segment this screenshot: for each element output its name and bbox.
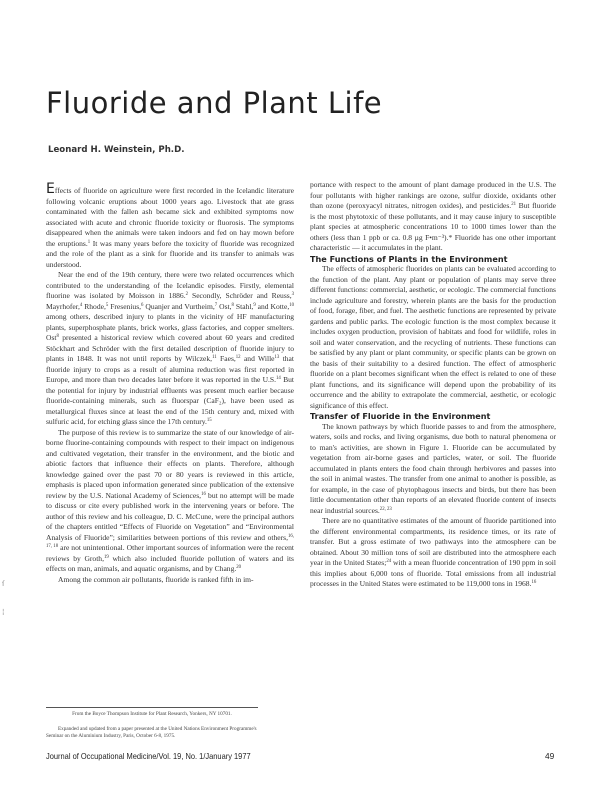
- reference-superscript: 8: [56, 334, 59, 339]
- paragraph-text: Ost,: [217, 301, 232, 311]
- reference-superscript: 16: [531, 580, 537, 585]
- paragraph: [310, 516, 556, 590]
- reference-superscript: 4: [79, 302, 83, 308]
- reference-superscript: 8: [231, 302, 234, 308]
- paragraph-text: among others, described injury to plants in the vicinity of HF manufacturing plants, superphosphate plants, brick works, glass factories, and copper smelters. Ost: [46, 312, 294, 342]
- article-title: Fluoride and Plant Life: [46, 86, 383, 120]
- margin-mark: ſ: [2, 580, 5, 588]
- reference-superscript: 16, 17, 18: [46, 533, 294, 549]
- paragraph-text: Fresenius,: [108, 301, 142, 311]
- reference-superscript: 2: [185, 292, 188, 297]
- paragraph-text: and Kotte,: [255, 301, 290, 311]
- reference-superscript: 11: [212, 355, 217, 360]
- reference-superscript: 10: [289, 302, 295, 308]
- reference-superscript: 7: [214, 302, 218, 308]
- footnote-origin: Expanded and updated from a paper presented at the United Nations Environment Programme's Seminar on the Aluminium Industry, Paris, October 6-8, 1975.: [46, 726, 257, 739]
- paragraph-text: are not unintentional. Other important sources of information were the recent reviews by Groth,: [46, 543, 294, 563]
- reference-superscript: 14: [276, 376, 281, 381]
- article-author: Leonard H. Weinstein, Ph.D.: [48, 145, 185, 155]
- reference-superscript: 12: [235, 355, 241, 360]
- paragraph-text: Stahl,: [233, 301, 254, 311]
- reference-superscript: 9: [253, 302, 256, 308]
- paragraph-text: with a mean fluoride concentration of 190 ppm in soil this implies about 6,000 tons of fluoride. Total emissions from all industrial processes in the United States were estimated to be 119,000 tons in 1968.: [310, 558, 556, 588]
- reference-superscript: 13: [274, 355, 280, 360]
- paragraph-text: Mayrhofer,: [46, 301, 80, 311]
- reference-superscript: 15: [206, 418, 212, 423]
- reference-superscript: 16: [201, 491, 206, 497]
- margin-mark: ¦: [2, 608, 5, 616]
- left-column: [46, 181, 295, 585]
- paragraph-text: The known pathways by which fluoride passes to and from the atmosphere, waters, soils and rocks, and living organisms, due both to natural phenomena or to man's activities, are shown in Figure 1. Fluoride can be accumulated by vegetation from air-borne gases and particles, water, or soil. The fluoride accumulated in plants enters the food chain through herbivores and passes into the soil in animal wastes. The transfer from one animal to another is possible, as for example, in the case of phytophagous insects and birds, but there has been little documentation other than reports of an elevated fluoride content of insects near industrial sources.: [310, 421, 556, 515]
- paragraph-text: Quanjer and Vurtheim,: [143, 301, 215, 311]
- paragraph-text: ffects of fluoride on agriculture were first recorded in the Icelandic literature following volcanic eruptions about 1000 years ago. Livestock that ate grass contaminated with the fallen ash became sick and exhibited symptoms now associated with acute and chronic fluoride toxicity or fluorosis. The symptoms disappeared when the animals were taken indoors and fed on hay mown before the eruptions.: [46, 186, 294, 248]
- reference-superscript: 1: [87, 239, 91, 245]
- reference-superscript: 19: [103, 554, 109, 560]
- paragraph-text: and Wille: [240, 354, 275, 363]
- paragraph-text: But the potential for injury by industrial effluents was present much earlier because fluoride-containing minerals, such as fluorspar (CaF₂), have been used as metallurgical fluxes since at least the end of the 15th century and, mixed with sulfuric acid, for etching glass since the 17th century.: [46, 375, 294, 426]
- drop-cap: E: [46, 181, 55, 197]
- page-number: 49: [545, 751, 555, 761]
- paragraph-text: Faes,: [216, 354, 236, 363]
- paragraph-text: but no attempt will be made to discuss or cite every published work in the intervening years or before. The author of this review and his colleague, D. C. McCune, were the principal authors of the chapters entitled “Effects of Fluoride on Vegetation” and “Environmental Analysis of Fluoride”; similarities between portions of this review and others,: [46, 490, 294, 542]
- paragraph: The effects of atmospheric fluorides on plants can be evaluated according to the function of the plant. Any plant or population of plants may serve three different functions: commercial, aesthetic, or ecologic. The commercial functions include agriculture and forestry, wherein plants are the basis for the production of food, forage, fiber, and fuel. The aesthetic functions are represented by private gardens and public parks. The ecologic function is the most complex because it includes oxygen production, provision of habitats and food for wildlife, roles in soil and water conservation, and the recycling of nutrients. These functions can be satisfied by any plant or plant community, or specific plants can be grown on the basis of their suitability to a desired function. The effect of atmospheric fluoride on a plant becomes significant when the effect is related to one of these plant functions, and its significance will depend upon the probability of its occurrence and the ability to extrapolate the commercial, aesthetic, or ecologic significance of this effect.: [310, 264, 556, 410]
- paragraph-text: Rhode,: [82, 301, 106, 311]
- paragraph: [46, 428, 294, 575]
- footnote-divider: [46, 707, 258, 708]
- reference-superscript: 20: [236, 565, 242, 570]
- footnote-affiliation: From the Boyce Thompson Institute for Plant Research, Yonkers, NY 10701.: [72, 711, 232, 717]
- paragraph-text: that fluoride injury to crops as a result of alumina reduction was first reported in Europe, and more than two decades later before it was reported in the U.S.: [46, 354, 295, 384]
- paragraph-text: But fluoride is the most phytotoxic of these pollutants, and it may cause injury to susceptible plant species at atmospheric concentrations 10 to 1000 times lower than the others (less than 1 ppb or ca. 0.8 µg F•m⁻³).* Fluoride has one other important characteristic — it accumulates in the plant.: [310, 201, 556, 252]
- reference-superscript: 24: [386, 559, 392, 564]
- journal-citation: Journal of Occupational Medicine/Vol. 19, No. 1/January 1977: [46, 751, 251, 761]
- paragraph-text: which also included fluoride pollution of waters and its effects on man, animals, and aquatic organisms, and by Chang.: [46, 553, 294, 573]
- paragraph: [310, 422, 556, 517]
- reference-superscript: 21: [511, 202, 516, 207]
- paragraph: [46, 270, 294, 428]
- paragraph-text: The purpose of this review is to summarize the state of our knowledge of air-borne fluorine-containing compounds with respect to their impact on indigenous and cultivated vegetation, their transfer in the environment, and the biotic and abiotic factors that influence their effects on plants. Therefore, although knowledge gained over the past 70 or 80 years is reviewed in this article, emphasis is placed upon information generated since publication of the extensive review by the U.S. National Academy of Sciences,: [46, 427, 294, 500]
- paragraph-text: There are no quantitative estimates of the amount of fluoride partitioned into the different environmental compartments, its residence times, or its rate of transfer. But a gross estimate of two pathways into the atmosphere can be obtained. About 30 million tons of soil are distributed into the atmosphere each year in the United States;: [310, 516, 556, 567]
- paragraph-text: portance with respect to the amount of plant damage produced in the U.S. The four pollutants with higher rankings are ozone, sulfur dioxide, oxidants other than ozone (peroxyacyl nitrates, nitrogen oxides), and pesticides.: [310, 180, 556, 210]
- paragraph: Among the common air pollutants, fluoride is ranked fifth in im-: [58, 574, 254, 584]
- paragraph-text: Secondly, Schröder and Reuss,: [188, 291, 292, 300]
- reference-superscript: 6: [141, 302, 144, 308]
- section-heading: The Functions of Plants in the Environment: [310, 253, 508, 264]
- paragraph-text: Near the end of the 19th century, there were two related occurrences which contributed to the understanding of the Icelandic episodes. Firstly, elemental fluorine was isolated by Moisson in 1886.: [46, 270, 294, 300]
- paragraph-text: presented a historical review which covered about 60 years and credited Stöckhart and Schröder with the first detailed description of fluoride injury to plants in 1848. It was not until reports by Wilczek,: [46, 333, 294, 363]
- paragraph-text: It was many years before the toxicity of fluoride was recognized and the role of the plant as a sink for fluoride and its transfer to animals was understood.: [46, 238, 294, 269]
- paragraph: [310, 180, 556, 254]
- reference-superscript: 5: [105, 302, 109, 308]
- section-heading: Transfer of Fluoride in the Environment: [310, 411, 491, 421]
- reference-superscript: 22, 23: [379, 506, 392, 512]
- right-column: [310, 180, 556, 590]
- intro-paragraph: [46, 181, 294, 270]
- reference-superscript: 3: [291, 292, 295, 297]
